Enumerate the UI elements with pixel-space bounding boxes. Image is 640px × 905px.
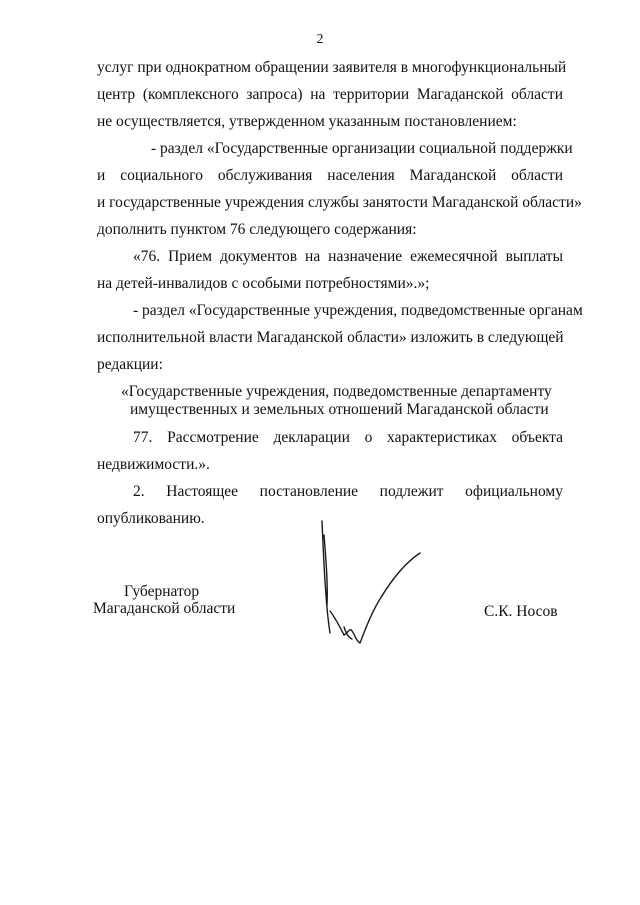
text-line: редакции: — [97, 356, 163, 373]
text-line: на детей-инвалидов с особыми потребностями».»; — [97, 275, 430, 292]
text-line: недвижимости.». — [97, 456, 210, 473]
signatory-position-line2: Магаданской области — [93, 600, 236, 617]
page-number: 2 — [316, 32, 324, 47]
text-line: - раздел «Государственные организации социальной поддержки — [151, 140, 573, 157]
text-line: «76. Прием документов на назначение ежемесячной выплаты — [133, 248, 563, 265]
text-line: опубликованию. — [97, 510, 205, 527]
text-line: и социального обслуживания населения Магаданской области — [97, 167, 563, 184]
text-line: и государственные учреждения службы занятости Магаданской области» — [97, 194, 582, 211]
text-line: не осуществляется, утвержденном указанным постановлением: — [97, 113, 517, 130]
text-line: дополнить пунктом 76 следующего содержания: — [97, 221, 417, 238]
handwritten-signature — [300, 515, 460, 660]
text-line: имущественных и земельных отношений Магаданской области — [130, 401, 549, 418]
text-line: центр (комплексного запроса) на территории Магаданской области — [97, 86, 563, 103]
text-line: услуг при однократном обращении заявителя в многофункциональный — [97, 59, 567, 76]
signatory-position-line1: Губернатор — [124, 583, 200, 600]
text-line: 77. Рассмотрение декларации о характеристиках объекта — [133, 429, 563, 446]
text-line: - раздел «Государственные учреждения, подведомственные органам — [133, 302, 583, 319]
text-line: исполнительной власти Магаданской области» изложить в следующей — [97, 329, 564, 346]
text-line: «Государственные учреждения, подведомственные департаменту — [121, 383, 552, 400]
signatory-name: С.К. Носов — [484, 603, 558, 620]
text-line: 2. Настоящее постановление подлежит официальному — [133, 483, 563, 500]
